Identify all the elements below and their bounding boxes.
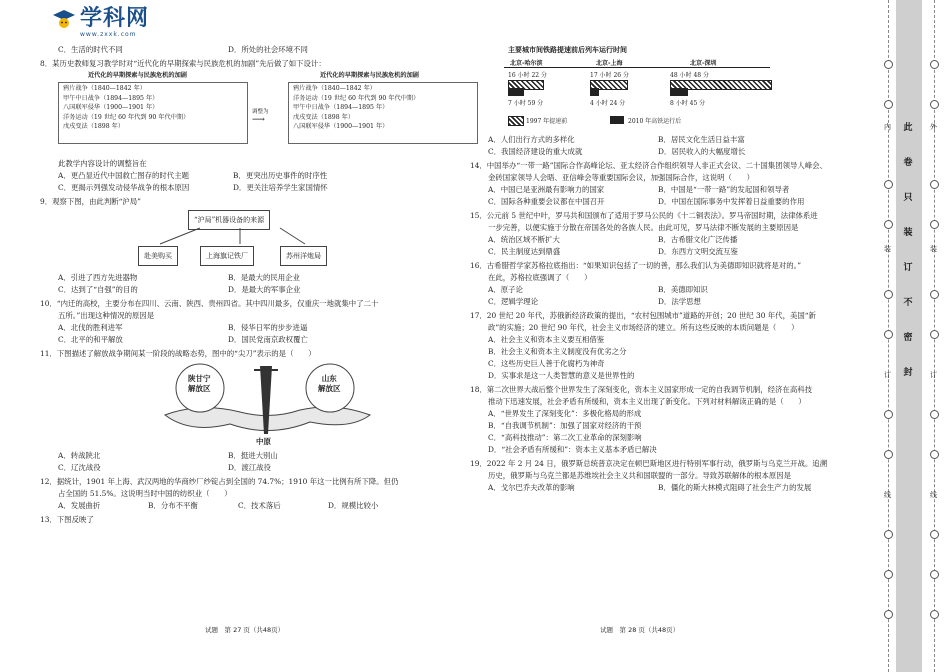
inner-line-char: 内 bbox=[884, 123, 891, 131]
option: A．更凸显近代中国救亡图存的时代主题 bbox=[58, 171, 189, 180]
value-label: 17 小时 26 分 bbox=[590, 72, 629, 79]
q13-options bbox=[470, 134, 852, 158]
chart-title: 主要城市间铁路提速前后列车运行时间 bbox=[508, 45, 627, 54]
q11-map bbox=[40, 360, 440, 450]
q16-stem-2: 在此，苏格拉底强调了（ ） bbox=[488, 273, 592, 282]
option: C．我国经济建设的重大成就 bbox=[488, 147, 583, 156]
right-column bbox=[470, 44, 852, 494]
q18-stem-2: 推动下迅速发展，社会矛盾有所缓和，资本主义出现了新变化。下列对材料解读正确的是（ ） bbox=[488, 397, 806, 406]
inner-line-char: 装 bbox=[884, 245, 891, 253]
option: D．法学思想 bbox=[658, 297, 701, 306]
option: A．人们出行方式的多样化 bbox=[488, 135, 575, 144]
table-left-box bbox=[58, 82, 248, 144]
graduation-cap-icon bbox=[52, 8, 76, 30]
q10-options bbox=[40, 322, 440, 346]
map-label-left bbox=[188, 374, 211, 394]
q9-source-box: 苏州洋炮局 bbox=[280, 246, 327, 266]
option: A．“世界发生了深刻变化”：多极化格局的形成 bbox=[488, 409, 642, 418]
q15-stem-2: 一步完善，以便实施于分散在帝国各处的各族人民。由此可见，罗马法律不断发展的主要原因是 bbox=[488, 223, 799, 232]
q12-stem-2: 占全国的 51.5%。这说明当时中国的纺织业（ ） bbox=[58, 489, 232, 498]
table-item: 鸦片战争（1840—1842 年） bbox=[63, 85, 146, 92]
inner-line-char: 订 bbox=[884, 371, 891, 379]
category-label: 北京-哈尔滨 bbox=[510, 60, 543, 67]
binding-hole-icon bbox=[884, 410, 893, 419]
q12-options bbox=[40, 500, 440, 512]
option: C．生活的时代不同 bbox=[58, 45, 123, 54]
q14-stem-1: 14．中国举办“一带一路”国际合作高峰论坛、亚太经济合作组织领导人非正式会议、二十国集团领导人峰会、 bbox=[470, 161, 827, 170]
outer-line-char: 线 bbox=[930, 491, 937, 499]
option: B．中国是“一带一路”的发起国和领导者 bbox=[658, 185, 790, 194]
binding-hole-icon bbox=[930, 290, 939, 299]
binding-hole-icon bbox=[930, 180, 939, 189]
option: B．古希腊文化广泛传播 bbox=[658, 235, 738, 244]
option: D．所处的社会环境不同 bbox=[228, 45, 308, 54]
q17-stem-2: 政”的实施；20 世纪 90 年代，社会主义市场经济的建立。所有这些反映的本质问题是（ ） bbox=[488, 323, 799, 332]
q9-source-box: 上海旗记铁厂 bbox=[200, 246, 254, 266]
binding-hole-icon bbox=[930, 450, 939, 459]
value-label: 48 小时 48 分 bbox=[670, 72, 709, 79]
option: C．达到了“自强”的目的 bbox=[58, 285, 138, 294]
category-label: 北京-上海 bbox=[596, 60, 623, 67]
table-item: 戊戌变法（1898 年） bbox=[293, 113, 355, 121]
q16-stem-1: 16．古希腊哲学家苏格拉底指出：“如果知识包括了一切的善，那么我们认为美德即知识就将是对的。” bbox=[470, 261, 802, 270]
outer-line-char: 装 bbox=[930, 245, 937, 253]
q15-options bbox=[470, 234, 852, 258]
chart-divider bbox=[504, 67, 770, 68]
logo bbox=[52, 8, 149, 30]
q14-options bbox=[470, 184, 852, 208]
table-item: 甲午中日战争（1894—1895 年） bbox=[293, 104, 389, 111]
binding-hole-icon bbox=[930, 100, 939, 109]
option: A．转战陕北 bbox=[58, 451, 101, 460]
bar-after bbox=[670, 88, 688, 96]
page-footer-right: 试题 第 28 页（共48页） bbox=[600, 626, 680, 634]
binding-hole-icon bbox=[884, 100, 893, 109]
option: B．居民文化生活日益丰富 bbox=[658, 135, 745, 144]
option: C．逻辑学理论 bbox=[488, 297, 538, 306]
option: B．是最大的民用企业 bbox=[228, 273, 300, 282]
binding-hole-icon bbox=[884, 330, 893, 339]
inner-line-char: 线 bbox=[884, 491, 891, 499]
option: D．是最大的军事企业 bbox=[228, 285, 301, 294]
binding-tab-char: 卷 bbox=[903, 158, 913, 168]
legend-label: 1997 年提速前 bbox=[526, 118, 568, 125]
table-item: 洋务运动（19 世纪 60 年代到 90 年代中期） bbox=[63, 113, 190, 121]
map-label-line: 解放区 bbox=[188, 384, 211, 393]
binding-hole-icon bbox=[884, 60, 893, 69]
legend-swatch-hatch bbox=[508, 116, 524, 126]
category-label: 北京-深圳 bbox=[690, 60, 717, 67]
table-item: 洋务运动（19 世纪 60 年代到 90 年代中期） bbox=[293, 94, 420, 102]
table-right-box bbox=[288, 82, 478, 144]
option: D．实事求是这一人类智慧的意义是世界性的 bbox=[488, 371, 635, 380]
option: C．民主制度达到鼎盛 bbox=[488, 247, 561, 256]
option: B．侵华日军的步步进逼 bbox=[228, 323, 308, 332]
map-label-line: 陕甘宁 bbox=[188, 374, 211, 383]
option: C．技术落后 bbox=[238, 501, 281, 510]
table-caption-left: 近代化的早期探索与民族危机的加剧 bbox=[88, 72, 187, 79]
option: B．社会主义和资本主义制度没有优劣之分 bbox=[488, 347, 627, 356]
outer-line-char: 外 bbox=[930, 123, 937, 131]
map-label-line: 解放区 bbox=[318, 384, 341, 393]
left-column bbox=[40, 44, 440, 526]
binding-hole-icon bbox=[930, 330, 939, 339]
option: B．“自我调节机制”：加强了国家对经济的干预 bbox=[488, 421, 642, 430]
binding-hole-icon bbox=[884, 220, 893, 229]
table-item: 甲午中日战争（1894—1895 年） bbox=[63, 94, 159, 102]
option: A．引进了西方先进器物 bbox=[58, 273, 138, 282]
rail-chart bbox=[470, 44, 852, 130]
bar-after bbox=[590, 88, 599, 96]
option: B．美德即知识 bbox=[658, 285, 708, 294]
map-label-right bbox=[318, 374, 341, 394]
q19-stem-2: 历史，俄罗斯与乌克兰都是苏维埃社会主义共和国联盟的一部分。导致苏联解体的根本原因是 bbox=[488, 471, 792, 480]
option: B．僵化的斯大林模式阻碍了社会生产力的发展 bbox=[658, 483, 812, 492]
logo-text: 学科网 bbox=[80, 6, 150, 31]
q9-options bbox=[40, 272, 440, 296]
option: B．分布不平衡 bbox=[148, 501, 198, 510]
binding-tab-char: 密 bbox=[903, 333, 913, 343]
q10-stem-1: 10．“内迁的高校，主要分布在四川、云南、陕西、贵州四省。其中四川最多，仅重庆一地就集中了二十 bbox=[40, 299, 379, 308]
table-item: 鸦片战争（1840—1842 年） bbox=[293, 85, 376, 92]
value-label: 8 小时 45 分 bbox=[670, 100, 706, 107]
q11-stem: 11．下图描述了解放战争期间某一阶段的战略态势，图中的“尖刀”表示的是（ ） bbox=[40, 349, 316, 358]
binding-tab-char: 封 bbox=[903, 368, 913, 378]
option: A．发展曲折 bbox=[58, 501, 101, 510]
map-label-center: 中原 bbox=[256, 437, 271, 446]
legend-swatch-solid bbox=[610, 116, 624, 124]
binding-hole-icon bbox=[884, 290, 893, 299]
q12-stem-1: 12．据统计，1901 年上海、武汉两地的华商纱厂纱锭占到全国的 74.7%；1910 年这一比例有所下降。但仍 bbox=[40, 477, 399, 486]
q7-options bbox=[40, 44, 440, 56]
option: A．戈尔巴乔夫改革的影响 bbox=[488, 483, 575, 492]
q8-ask: 此教学内容设计的调整旨在 bbox=[58, 159, 147, 168]
option: D．“社会矛盾有所缓和”：资本主义基本矛盾已解决 bbox=[488, 445, 657, 454]
q18-options bbox=[470, 408, 852, 456]
table-item: 八国联军侵华（1900—1901 年） bbox=[63, 104, 159, 111]
binding-hole-icon bbox=[930, 410, 939, 419]
q9-source-box: 赴美购买 bbox=[138, 246, 178, 266]
option: C．北平的和平解放 bbox=[58, 335, 123, 344]
value-label: 4 小时 24 分 bbox=[590, 100, 626, 107]
q9-diagram bbox=[40, 210, 440, 268]
q18-stem-1: 18．第二次世界大战后整个世界发生了深刻变化，资本主义国家形成一定的自我调节机制，经济在高科技 bbox=[470, 385, 812, 394]
binding-hole-icon bbox=[884, 180, 893, 189]
binding-tab-char: 不 bbox=[903, 298, 913, 308]
binding-hole-icon bbox=[930, 610, 939, 619]
binding-hole-icon bbox=[930, 530, 939, 539]
q15-stem-1: 15．公元前 5 世纪中叶，罗马共和国颁布了适用于罗马公民的《十二铜表法》。罗马帝国时期，法律体系进 bbox=[470, 211, 818, 220]
option: C．国际各种重要会议都在中国召开 bbox=[488, 197, 605, 206]
arrow-icon: ⟶ bbox=[252, 115, 265, 125]
option: A．原子论 bbox=[488, 285, 523, 294]
value-label: 16 小时 22 分 bbox=[508, 72, 547, 79]
q8-table bbox=[58, 72, 440, 146]
binding-hole-icon bbox=[930, 60, 939, 69]
binding-hole-icon bbox=[884, 530, 893, 539]
option: A．中国已是亚洲最有影响力的国家 bbox=[488, 185, 605, 194]
binding-tab-char: 装 bbox=[903, 228, 913, 238]
binding-tab-char: 只 bbox=[903, 193, 913, 203]
q19-options bbox=[470, 482, 852, 494]
option: D．居民收入的大幅度增长 bbox=[658, 147, 746, 156]
option: D．规模比较小 bbox=[328, 501, 379, 510]
q14-stem-2: 金砖国家领导人会晤、亚信峰会等重要国际会议，加强国际合作，这说明（ ） bbox=[488, 173, 755, 182]
option: A．北伐的胜利进军 bbox=[58, 323, 123, 332]
option: B．挺进大别山 bbox=[228, 451, 278, 460]
option: D．更关注培养学生家国情怀 bbox=[233, 183, 328, 192]
option: A．统治区域不断扩大 bbox=[488, 235, 560, 244]
page-footer-left: 试题 第 27 页（共48页） bbox=[205, 626, 285, 634]
binding-hole-icon bbox=[930, 570, 939, 579]
option: D．东西方文明交流互鉴 bbox=[658, 247, 738, 256]
option: A．社会主义和资本主义要互相借鉴 bbox=[488, 335, 605, 344]
bar-after bbox=[508, 88, 524, 96]
table-item: 八国联军侵华（1900—1901 年） bbox=[293, 123, 389, 130]
q16-options bbox=[470, 284, 852, 308]
logo-url: www.zxxk.com bbox=[80, 31, 137, 38]
option: C．这些历史巨人善于化腐朽为神奇 bbox=[488, 359, 605, 368]
binding-tab-char: 此 bbox=[903, 123, 913, 133]
q17-options bbox=[470, 334, 852, 382]
outer-line-char: 订 bbox=[930, 371, 937, 379]
binding-hole-icon bbox=[884, 610, 893, 619]
q8-stem: 8．某历史教师复习教学时对“近代化的早期探索与民族危机的加剧”先后做了如下设计： bbox=[40, 59, 326, 68]
q11-options bbox=[40, 450, 440, 474]
q13-stem: 13．下图反映了 bbox=[40, 515, 94, 524]
q9-top-box: “沪局”机器设备的来源 bbox=[188, 210, 270, 230]
option: D．中国在国际事务中发挥着日益重要的作用 bbox=[658, 197, 805, 206]
q10-stem-2: 五所。”出现这种情况的原因是 bbox=[58, 311, 155, 320]
option: D．渡江战役 bbox=[228, 463, 271, 472]
binding-hole-icon bbox=[930, 220, 939, 229]
option: C．“高科技推动”：第二次工业革命的深刻影响 bbox=[488, 433, 642, 442]
map-label-line: 山东 bbox=[321, 374, 337, 383]
binding-hole-icon bbox=[884, 450, 893, 459]
arrow-label: 调整为 bbox=[252, 109, 269, 115]
option: C．更揭示列强发动侵华战争的根本原因 bbox=[58, 183, 190, 192]
legend-label: 2010 年高铁运行后 bbox=[628, 118, 682, 125]
value-label: 7 小时 59 分 bbox=[508, 100, 544, 107]
option: C．辽沈战役 bbox=[58, 463, 101, 472]
binding-tab-char: 订 bbox=[903, 263, 913, 273]
q19-stem-1: 19．2022 年 2 月 24 日，俄罗斯总统普京决定在顿巴斯地区进行特别军事行动，俄罗斯与乌克兰开战。追溯 bbox=[470, 459, 828, 468]
q8-options bbox=[40, 170, 440, 194]
q17-stem-1: 17．20 世纪 20 年代，苏俄新经济政策的提出，“农村包围城市”道路的开创；20 世纪 30 年代，美国“新 bbox=[470, 311, 816, 320]
option: D．国民党南京政权覆亡 bbox=[228, 335, 308, 344]
table-item: 戊戌变法（1898 年） bbox=[63, 123, 125, 130]
q9-stem: 9．观察下图，由此判断“沪局” bbox=[40, 197, 141, 206]
binding-hole-icon bbox=[884, 570, 893, 579]
option: B．更突出历史事件的时序性 bbox=[233, 171, 328, 180]
table-caption-right: 近代化的早期探索与民族危机的加剧 bbox=[320, 72, 419, 79]
